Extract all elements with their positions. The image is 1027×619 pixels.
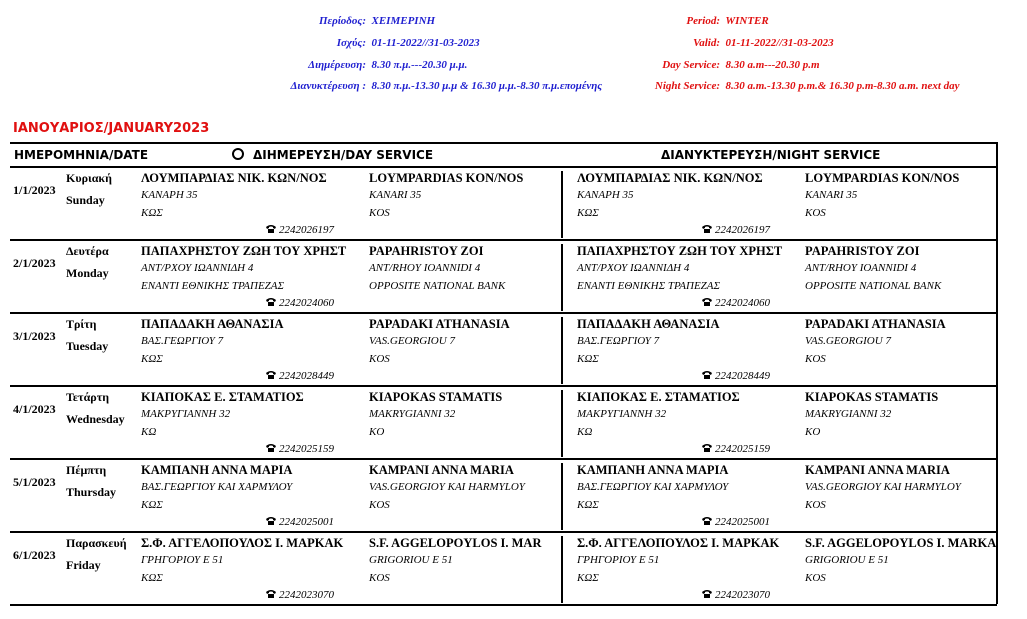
night-pharmacy-phone: 2242024060 [715, 297, 770, 309]
day-pharmacy-city-en: KOS [369, 353, 390, 365]
period-label-en: Period: [686, 15, 720, 27]
day-telephone-icon [265, 514, 277, 528]
day-pharmacy-name-gr: Σ.Φ. ΑΓΓΕΛΟΠΟΥΛΟΣ Ι. ΜΑΡΚΑΚ [141, 536, 344, 550]
valid-line-gr [290, 37, 480, 50]
night-pharmacy-city-en: OPPOSITE NATIONAL BANK [805, 280, 942, 292]
night-pharmacy-name-gr: ΛΟΥΜΠΑΡΔΙΑΣ ΝΙΚ. ΚΩΝ/ΝΟΣ [577, 171, 763, 185]
day-line-gr [290, 59, 467, 72]
row-day-en: Tuesday [66, 339, 109, 353]
period-value-gr: ΧΕΙΜΕΡΙΝΗ [371, 15, 436, 27]
row-date: 5/1/2023 [13, 475, 56, 489]
day-pharmacy-address-gr: ΚΑΝΑΡΗ 35 [141, 189, 198, 201]
night-telephone-icon [701, 587, 713, 601]
night-pharmacy-address-en: VAS.GEORGIOY KAI HARMYLOY [805, 481, 961, 493]
row-right-divider [996, 244, 998, 311]
row-date: 4/1/2023 [13, 402, 56, 416]
day-value-en: 8.30 a.m---20.30 p.m [725, 59, 820, 71]
night-pharmacy-phone: 2242025159 [715, 443, 770, 455]
row-right-divider [996, 317, 998, 384]
row-day-en: Monday [66, 266, 109, 280]
day-pharmacy-phone: 2242025159 [279, 443, 334, 455]
night-pharmacy-city-gr: ΚΩΣ [577, 499, 599, 511]
row-day-gr: Παρασκευή [66, 536, 127, 550]
day-pharmacy-address-gr: ΑΝΤ/ΡΧΟΥ ΙΩΑΝΝΙΔΗ 4 [141, 262, 254, 274]
row-bottom-border [10, 604, 997, 606]
day-pharmacy-address-en: GRIGORIOU E 51 [369, 554, 453, 566]
day-pharmacy-phone-line [265, 295, 334, 310]
day-pharmacy-city-gr: ΚΩΣ [141, 353, 163, 365]
moon-icon [640, 146, 654, 165]
day-pharmacy-address-en: ANT/RHOY IOANNIDI 4 [369, 262, 481, 274]
night-label-en: Night Service: [654, 80, 720, 92]
night-pharmacy-city-en: KOS [805, 207, 826, 219]
night-pharmacy-phone-line [701, 587, 770, 602]
day-pharmacy-phone-line [265, 587, 334, 602]
night-pharmacy-city-gr: ΚΩ [577, 426, 593, 438]
day-telephone-icon [265, 587, 277, 601]
night-pharmacy-phone-line [701, 295, 770, 310]
valid-label-gr: Ισχύς: [336, 37, 366, 49]
night-pharmacy-address-gr: ΜΑΚΡΥΓΙΑΝΝΗ 32 [577, 408, 667, 420]
column-date-header: ΗΜΕΡΟΜΗΝΙΑ/DATE [14, 148, 149, 162]
night-pharmacy-name-gr: Σ.Φ. ΑΓΓΕΛΟΠΟΥΛΟΣ Ι. ΜΑΡΚΑΚ [577, 536, 780, 550]
night-pharmacy-phone-line [701, 222, 770, 237]
day-pharmacy-city-en: KO [369, 426, 385, 438]
night-pharmacy-city-en: KO [805, 426, 821, 438]
day-pharmacy-city-gr: ΚΩΣ [141, 572, 163, 584]
row-middle-divider [561, 463, 563, 530]
night-pharmacy-address-en: ANT/RHOY IOANNIDI 4 [805, 262, 917, 274]
row-right-divider [996, 536, 998, 603]
night-value-en: 8.30 a.m.-13.30 p.m.& 16.30 p.m-8.30 a.m. next day [725, 80, 960, 92]
day-value-gr: 8.30 π.μ.---20.30 μ.μ. [371, 59, 468, 71]
night-value-gr: 8.30 π.μ.-13.30 μ.μ & 16.30 μ.μ.-8.30 π.μ.επομένης [371, 80, 603, 92]
day-pharmacy-phone-line [265, 368, 334, 383]
day-line-en [640, 59, 820, 72]
night-pharmacy-address-en: MAKRYGIANNI 32 [805, 408, 892, 420]
day-label-en: Day Service: [662, 59, 720, 71]
night-pharmacy-phone: 2242028449 [715, 370, 770, 382]
day-telephone-icon [265, 295, 277, 309]
valid-value-en: 01-11-2022//31-03-2023 [725, 37, 834, 49]
row-middle-divider [561, 536, 563, 603]
row-right-divider [996, 390, 998, 457]
day-pharmacy-city-en: OPPOSITE NATIONAL BANK [369, 280, 506, 292]
header-bottom-border [10, 166, 997, 168]
period-line-gr [290, 15, 435, 28]
month-title: ΙΑΝΟΥΑΡΙΟΣ/JANUARY2023 [13, 121, 210, 136]
night-pharmacy-phone: 2242025001 [715, 516, 770, 528]
night-pharmacy-address-gr: ΒΑΣ.ΓΕΩΡΓΙΟΥ ΚΑΙ ΧΑΡΜΥΛΟΥ [577, 481, 729, 493]
day-telephone-icon [265, 368, 277, 382]
night-pharmacy-name-gr: ΠΑΠΑΧΡΗΣΤΟΥ ΖΩΗ ΤΟΥ ΧΡΗΣΤ [577, 244, 783, 258]
day-pharmacy-name-gr: ΛΟΥΜΠΑΡΔΙΑΣ ΝΙΚ. ΚΩΝ/ΝΟΣ [141, 171, 327, 185]
night-pharmacy-city-gr: ΚΩΣ [577, 207, 599, 219]
day-pharmacy-city-gr: ΚΩΣ [141, 499, 163, 511]
day-pharmacy-name-gr: ΠΑΠΑΔΑΚΗ ΑΘΑΝΑΣΙΑ [141, 317, 284, 331]
night-pharmacy-name-en: KAMPANI ANNA MARIA [805, 463, 950, 477]
day-pharmacy-address-en: VAS.GEORGIOY KAI HARMYLOY [369, 481, 525, 493]
row-day-gr: Τρίτη [66, 317, 97, 331]
column-night-service-header: ΔΙΑΝΥΚΤΕΡΕΥΣΗ/NIGHT SERVICE [661, 148, 881, 162]
night-pharmacy-address-gr: ΓΡΗΓΟΡΙΟΥ Ε 51 [577, 554, 660, 566]
day-pharmacy-name-en: S.F. AGGELOPOYLOS I. MAR [369, 536, 542, 550]
night-pharmacy-name-en: PAPAHRISTOY ZOI [805, 244, 920, 258]
night-pharmacy-name-gr: ΠΑΠΑΔΑΚΗ ΑΘΑΝΑΣΙΑ [577, 317, 720, 331]
row-bottom-border [10, 239, 997, 241]
night-pharmacy-phone: 2242023070 [715, 589, 770, 601]
day-pharmacy-name-en: PAPAHRISTOY ZOI [369, 244, 484, 258]
day-pharmacy-address-gr: ΒΑΣ.ΓΕΩΡΓΙΟΥ 7 [141, 335, 224, 347]
period-label-gr: Περίοδος: [319, 15, 366, 27]
row-day-en: Thursday [66, 485, 117, 499]
night-pharmacy-address-en: VAS.GEORGIOU 7 [805, 335, 891, 347]
day-pharmacy-city-en: KOS [369, 207, 390, 219]
day-pharmacy-phone: 2242028449 [279, 370, 334, 382]
row-middle-divider [561, 390, 563, 457]
night-pharmacy-name-en: PAPADAKI ATHANASIA [805, 317, 946, 331]
night-pharmacy-name-gr: ΚΑΜΠΑΝΗ ΑΝΝΑ ΜΑΡΙΑ [577, 463, 729, 477]
night-pharmacy-name-en: LOYMPARDIAS KON/NOS [805, 171, 960, 185]
night-telephone-icon [701, 295, 713, 309]
night-line-gr [282, 80, 602, 93]
night-label-gr: Διανυκτέρευση : [290, 80, 366, 92]
night-pharmacy-city-en: KOS [805, 572, 826, 584]
day-pharmacy-name-en: PAPADAKI ATHANASIA [369, 317, 510, 331]
row-date: 1/1/2023 [13, 183, 56, 197]
row-bottom-border [10, 312, 997, 314]
row-day-en: Friday [66, 558, 101, 572]
night-pharmacy-city-gr: ΚΩΣ [577, 353, 599, 365]
row-middle-divider [561, 171, 563, 238]
row-day-en: Wednesday [66, 412, 125, 426]
day-pharmacy-phone: 2242023070 [279, 589, 334, 601]
night-pharmacy-name-en: KIAPOKAS STAMATIS [805, 390, 939, 404]
valid-value-gr: 01-11-2022//31-03-2023 [371, 37, 480, 49]
day-pharmacy-address-gr: ΜΑΚΡΥΓΙΑΝΝΗ 32 [141, 408, 231, 420]
night-pharmacy-name-en: S.F. AGGELOPOYLOS I. MARKA [805, 536, 997, 550]
table-top-border [10, 142, 997, 144]
day-pharmacy-address-en: KANARI 35 [369, 189, 422, 201]
row-day-gr: Κυριακή [66, 171, 112, 185]
row-bottom-border [10, 385, 997, 387]
row-bottom-border [10, 458, 997, 460]
night-pharmacy-address-en: GRIGORIOU E 51 [805, 554, 889, 566]
row-bottom-border [10, 531, 997, 533]
day-pharmacy-city-gr: ΕΝΑΝΤΙ ΕΘΝΙΚΗΣ ΤΡΑΠΕΖΑΣ [141, 280, 285, 292]
night-pharmacy-phone-line [701, 368, 770, 383]
row-right-divider [996, 171, 998, 238]
row-date: 3/1/2023 [13, 329, 56, 343]
day-pharmacy-name-en: LOYMPARDIAS KON/NOS [369, 171, 524, 185]
night-telephone-icon [701, 368, 713, 382]
night-pharmacy-city-en: KOS [805, 499, 826, 511]
night-telephone-icon [701, 441, 713, 455]
row-middle-divider [561, 317, 563, 384]
row-date: 2/1/2023 [13, 256, 56, 270]
day-pharmacy-city-en: KOS [369, 499, 390, 511]
day-pharmacy-name-en: KIAPOKAS STAMATIS [369, 390, 503, 404]
period-value-en: WINTER [725, 15, 769, 27]
night-pharmacy-address-gr: ΑΝΤ/ΡΧΟΥ ΙΩΑΝΝΙΔΗ 4 [577, 262, 690, 274]
night-pharmacy-city-en: KOS [805, 353, 826, 365]
day-pharmacy-phone: 2242024060 [279, 297, 334, 309]
row-day-gr: Πέμπτη [66, 463, 107, 477]
night-telephone-icon [701, 514, 713, 528]
row-day-gr: Δευτέρα [66, 244, 109, 258]
night-pharmacy-city-gr: ΕΝΑΝΤΙ ΕΘΝΙΚΗΣ ΤΡΑΠΕΖΑΣ [577, 280, 721, 292]
day-pharmacy-address-en: MAKRYGIANNI 32 [369, 408, 456, 420]
day-pharmacy-phone-line [265, 514, 334, 529]
row-day-en: Sunday [66, 193, 105, 207]
day-pharmacy-name-gr: ΚΙΑΠΟΚΑΣ Ε. ΣΤΑΜΑΤΙΟΣ [141, 390, 304, 404]
night-line-en [640, 80, 960, 93]
sun-icon [231, 147, 245, 164]
row-middle-divider [561, 244, 563, 311]
night-pharmacy-address-gr: ΚΑΝΑΡΗ 35 [577, 189, 634, 201]
night-pharmacy-name-gr: ΚΙΑΠΟΚΑΣ Ε. ΣΤΑΜΑΤΙΟΣ [577, 390, 740, 404]
valid-line-en [640, 37, 834, 50]
day-pharmacy-name-en: KAMPANI ANNA MARIA [369, 463, 514, 477]
day-pharmacy-name-gr: ΠΑΠΑΧΡΗΣΤΟΥ ΖΩΗ ΤΟΥ ΧΡΗΣΤ [141, 244, 347, 258]
row-right-divider [996, 463, 998, 530]
day-pharmacy-name-gr: ΚΑΜΠΑΝΗ ΑΝΝΑ ΜΑΡΙΑ [141, 463, 293, 477]
day-telephone-icon [265, 222, 277, 236]
day-telephone-icon [265, 441, 277, 455]
night-pharmacy-address-gr: ΒΑΣ.ΓΕΩΡΓΙΟΥ 7 [577, 335, 660, 347]
row-date: 6/1/2023 [13, 548, 56, 562]
valid-label-en: Valid: [693, 37, 720, 49]
day-pharmacy-phone-line [265, 441, 334, 456]
day-pharmacy-address-en: VAS.GEORGIOU 7 [369, 335, 455, 347]
day-pharmacy-address-gr: ΒΑΣ.ΓΕΩΡΓΙΟΥ ΚΑΙ ΧΑΡΜΥΛΟΥ [141, 481, 293, 493]
night-pharmacy-phone-line [701, 514, 770, 529]
night-pharmacy-address-en: KANARI 35 [805, 189, 858, 201]
day-label-gr: Διημέρευση: [308, 59, 366, 71]
period-line-en [640, 15, 769, 28]
night-pharmacy-city-gr: ΚΩΣ [577, 572, 599, 584]
day-pharmacy-address-gr: ΓΡΗΓΟΡΙΟΥ Ε 51 [141, 554, 224, 566]
night-pharmacy-phone: 2242026197 [715, 224, 770, 236]
night-pharmacy-phone-line [701, 441, 770, 456]
night-telephone-icon [701, 222, 713, 236]
day-pharmacy-phone: 2242026197 [279, 224, 334, 236]
day-pharmacy-phone-line [265, 222, 334, 237]
column-day-service-header: ΔΙΗΜΕΡΕΥΣΗ/DAY SERVICE [253, 148, 434, 162]
day-pharmacy-city-en: KOS [369, 572, 390, 584]
day-pharmacy-phone: 2242025001 [279, 516, 334, 528]
row-day-gr: Τετάρτη [66, 390, 110, 404]
day-pharmacy-city-gr: ΚΩ [141, 426, 157, 438]
day-pharmacy-city-gr: ΚΩΣ [141, 207, 163, 219]
